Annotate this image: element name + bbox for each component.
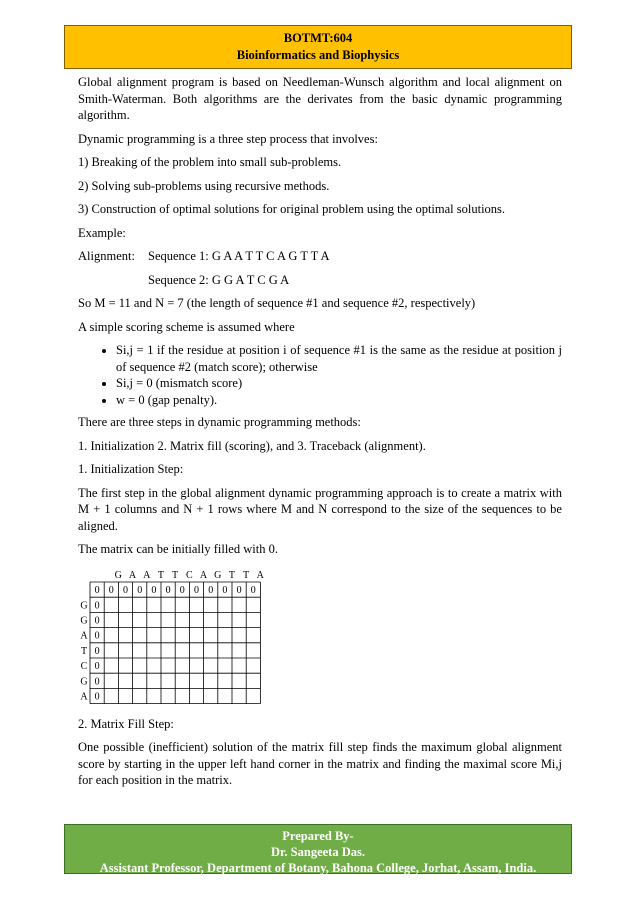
step-1: 1) Breaking of the problem into small sub-problems. [78, 155, 342, 169]
matrix-cell-value: 0 [137, 584, 143, 596]
row-letter: C [80, 660, 88, 672]
row-letter: T [80, 645, 88, 657]
paragraph-lengths: So M = 11 and N = 7 (the length of sequence #1 and sequence #2, respectively) [78, 296, 476, 310]
column-letter: T [228, 569, 235, 581]
column-letter: G [214, 569, 222, 581]
score-matrix [78, 566, 562, 706]
course-code: BOTMT:604 [283, 31, 353, 45]
score-matrix-grid [78, 566, 264, 708]
column-letter: C [185, 569, 193, 581]
matrix-cell-value: 0 [94, 630, 100, 642]
alignment-row [78, 248, 562, 265]
matrix-cell-value: 0 [94, 675, 100, 687]
matrix-cell-value: 0 [123, 584, 128, 596]
example-label: Example: [78, 225, 126, 240]
matrix-cell-value: 0 [108, 584, 114, 596]
fill-heading: 2. Matrix Fill Step: [78, 716, 174, 731]
matrix-cell-value: 0 [179, 584, 185, 596]
paragraph-scoring: A simple scoring scheme is assumed where [78, 319, 295, 334]
row-letter: A [80, 630, 88, 642]
row-letter: A [80, 691, 88, 702]
column-letter: A [128, 569, 137, 581]
sequence-2: Sequence 2: G G A T C G A [148, 272, 290, 287]
paragraph-init-fill: The matrix can be initially filled with 0. [78, 542, 278, 556]
list-item: • Si,j = 1 if the residue at position i of sequence #1 is the same as the residue at position j of sequence #2 (match score); otherwise [116, 342, 562, 375]
footer-author: Dr. Sangeeta Das. [271, 845, 365, 859]
step-2: 2) Solving sub-problems using recursive methods. [78, 178, 330, 193]
column-letter: T [243, 569, 250, 581]
matrix-cell-value: 0 [165, 584, 171, 596]
document-body [78, 74, 562, 796]
paragraph-intro: Global alignment program is based on Needleman-Wunsch algorithm and local alignment on Smith-Waterman. Both algorithms are the derivates from the basic dynamic programming algorithm. [78, 75, 562, 122]
list-item: • w = 0 (gap penalty). [116, 392, 562, 409]
matrix-cell-value: 0 [250, 584, 256, 596]
column-letter: A [199, 569, 208, 581]
column-letter: A [256, 569, 264, 581]
course-subject: Bioinformatics and Biophysics [236, 48, 400, 62]
paragraph-steps-intro: There are three steps in dynamic programming methods: [78, 415, 361, 429]
matrix-cell-value: 0 [94, 691, 100, 702]
footer-affiliation: Assistant Professor, Department of Botany, Bahona College, Jorhat, Assam, India. [99, 861, 537, 875]
matrix-cell-value: 0 [94, 660, 100, 672]
scoring-list [78, 342, 562, 408]
init-heading: 1. Initialization Step: [78, 462, 184, 476]
paragraph-fill: One possible (inefficient) solution of the matrix fill step finds the maximum global alignment score by starting in the upper left hand corner in the matrix and finding the maximal score Mi,j for each position in the matrix. [78, 740, 562, 787]
matrix-cell-value: 0 [194, 584, 199, 596]
paragraph-dp: Dynamic programming is a three step process that involves: [78, 131, 378, 146]
row-letter: G [80, 599, 88, 611]
step-3: 3) Construction of optimal solutions for original problem using the optimal solutions. [78, 202, 506, 216]
matrix-cell-value: 0 [94, 584, 100, 596]
page-footer [64, 824, 572, 874]
paragraph-init: The first step in the global alignment dynamic programming approach is to create a matrix with M + 1 columns and N + 1 rows where M and N correspond to the size of the sequences to be aligned. [78, 485, 562, 533]
list-item: • Si,j = 0 (mismatch score) [116, 375, 562, 392]
sequence-1: Sequence 1: G A A T T C A G T T A [148, 249, 330, 263]
column-letter: A [143, 569, 151, 581]
matrix-cell-value: 0 [236, 584, 242, 596]
matrix-cell-value: 0 [94, 645, 100, 657]
footer-prepared-by: Prepared By- [282, 829, 354, 843]
matrix-cell-value: 0 [94, 599, 100, 611]
matrix-cell-value: 0 [151, 584, 157, 596]
column-letter: G [114, 569, 122, 581]
alignment-label: Alignment: [78, 249, 135, 263]
matrix-cell-value: 0 [222, 584, 228, 596]
matrix-cell-value: 0 [208, 584, 214, 596]
row-letter: G [80, 675, 88, 687]
page-header [64, 25, 572, 69]
column-letter: T [172, 569, 179, 581]
paragraph-steps: 1. Initialization 2. Matrix fill (scoring), and 3. Traceback (alignment). [78, 438, 426, 453]
column-letter: T [157, 569, 164, 581]
row-letter: G [80, 615, 88, 626]
matrix-cell-value: 0 [94, 615, 100, 626]
